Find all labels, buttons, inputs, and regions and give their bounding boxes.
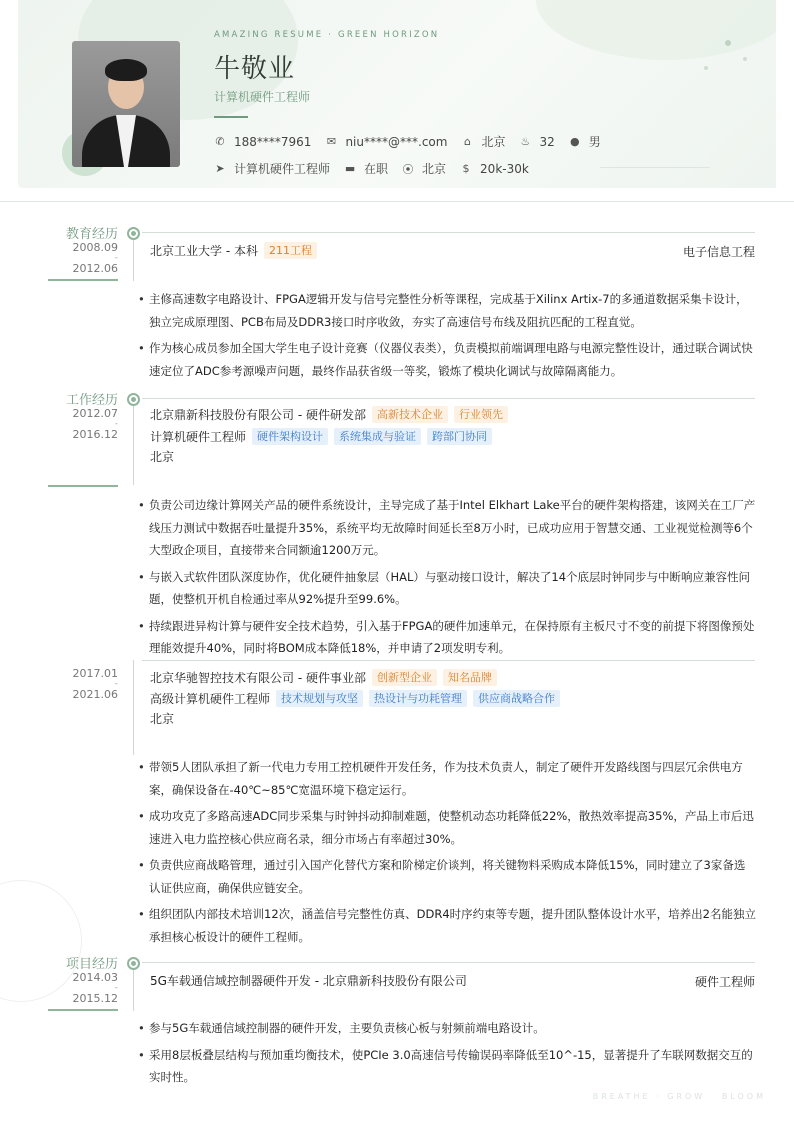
list-item: • 与嵌入式软件团队深度协作，优化硬件抽象层（HAL）与驱动接口设计，解决了14个底层时钟同步与中断响应兼容性问题，使整机开机自检通过率从92%提升至99.6%。	[138, 566, 756, 611]
decor-line	[600, 167, 710, 168]
project-name: 5G车载通信域控制器硬件开发 - 北京鼎新科技股份有限公司	[150, 974, 467, 988]
education-bullets	[138, 288, 756, 386]
list-item: • 负责公司边缘计算网关产品的硬件系统设计，主导完成了基于Intel Elkhart Lake平台的硬件架构搭建，该网关在工厂产线压力测试中数据吞吐量提升35%，系统平均无故障时间延长至8万小时，已成功应用于智慧交通、工业视觉检测等6个大型政企项目，直接带来合同额逾1200万元。	[138, 494, 756, 562]
location-item: ⦿ 北京	[402, 162, 447, 176]
company-tag: 行业领先	[454, 406, 508, 423]
email-item: ✉ niu****@***.com	[326, 134, 448, 149]
decor-dot	[743, 57, 747, 61]
timeline-dot	[127, 393, 140, 406]
job-bullets	[138, 494, 756, 664]
work-section-title: 工作经历	[65, 393, 118, 408]
timeline-dot	[127, 957, 140, 970]
money-icon: $	[462, 162, 470, 175]
list-item: • 带领5人团队承担了新一代电力专用工控机硬件开发任务，作为技术负责人，制定了硬件开发路线图与四层冗余供电方案，确保设备在-40℃~85℃宽温环境下稳定运行。	[138, 756, 756, 801]
contact-info-row	[214, 133, 615, 150]
timeline-line	[133, 405, 134, 485]
profile-photo	[72, 41, 180, 167]
target-position-item: ➤ 计算机硬件工程师	[215, 162, 331, 176]
list-item: • 成功攻克了多路高速ADC同步采集与时钟抖动抑制难题，使整机动态功耗降低22%，散热效率提高35%，产品上市后迅速进入电力监控核心供应商名录，细分市场占有率超过30%。	[138, 805, 756, 850]
project-entry	[150, 972, 467, 989]
hometown-item: ⌂ 北京	[461, 133, 505, 150]
briefcase-icon: ▬	[344, 162, 356, 175]
project-bullets	[138, 1017, 756, 1093]
list-item: • 作为核心成员参加全国大学生电子设计竞赛（仪器仪表类），负责模拟前端调理电路与电源完整性设计，通过联合调试快速定位了ADC参考源噪声问题，最终作品获省级一等奖，锻炼了模块化调试与故障隔离能力。	[138, 337, 756, 382]
education-start: 2008.09	[72, 241, 118, 254]
list-item: • 组织团队内部技术培训12次，涵盖信号完整性仿真、DDR4时序约束等专题，提升团队整体设计水平，培养出2名能独立承担核心板设计的硬件工程师。	[138, 903, 756, 948]
skill-tag: 技术规划与攻坚	[276, 690, 363, 707]
footer-motto: BREATHE · GROW · BLOOM	[592, 1092, 766, 1101]
home-icon: ⌂	[463, 135, 471, 148]
education-underline	[48, 279, 118, 281]
location-icon: ⦿	[402, 162, 414, 176]
job-company-row: 北京华驰智控技术有限公司 - 硬件事业部 创新型企业 知名品牌	[150, 669, 497, 686]
education-entry	[150, 242, 317, 259]
project-underline	[48, 1009, 118, 1011]
decor-dot	[704, 66, 708, 70]
section-rule	[142, 962, 755, 963]
section-rule	[142, 660, 755, 661]
skill-tag: 热设计与功耗管理	[369, 690, 467, 707]
cake-icon: ♨	[520, 135, 531, 148]
work-left: 工作经历 2012.07 - 2016.12	[48, 389, 118, 440]
resume-tagline: AMAZING RESUME · GREEN HORIZON	[214, 30, 440, 40]
timeline-line	[133, 969, 134, 1011]
salary-item: $ 20k-30k	[460, 162, 529, 176]
job-position-row: 高级计算机硬件工程师 技术规划与攻坚 热设计与功耗管理 供应商战略合作	[150, 690, 560, 707]
gender-icon: ●	[569, 135, 580, 148]
skill-tag: 跨部门协同	[427, 428, 492, 445]
list-item: • 参与5G车载通信域控制器的硬件开发，主要负责核心板与射频前端电路设计。	[138, 1017, 756, 1040]
age-item: ♨ 32	[520, 134, 555, 149]
candidate-name: 牛敬业	[214, 54, 296, 84]
phone-item: ✆ 188****7961	[215, 134, 312, 149]
company-tag: 高新技术企业	[372, 406, 448, 423]
timeline-dot	[127, 227, 140, 240]
timeline-line	[133, 660, 134, 755]
education-end: 2012.06	[72, 262, 118, 275]
decor-blob	[536, 0, 776, 60]
company-tag: 知名品牌	[443, 669, 497, 686]
job-location: 北京	[150, 450, 175, 464]
work-underline	[48, 485, 118, 487]
title-accent-bar	[214, 116, 248, 118]
project-section-title: 项目经历	[65, 957, 118, 972]
work2-left: 2017.01 - 2021.06	[72, 667, 118, 701]
status-item: ▬ 在职	[344, 162, 389, 176]
list-item: • 负责供应商战略管理，通过引入国产化替代方案和阶梯定价谈判，将关键物料采购成本降低15%，同时建立了3家备选认证供应商，确保供应链安全。	[138, 854, 756, 899]
major: 电子信息工程	[682, 245, 755, 259]
list-item: • 主修高速数字电路设计、FPGA逻辑开发与信号完整性分析等课程，完成基于Xilinx Artix-7的多通道数据采集卡设计，独立完成原理图、PCB布局及DDR3接口时序收敛，夯实了高速信号布线及阻抗匹配的工程直觉。	[138, 288, 756, 333]
school-tag: 211工程	[264, 242, 317, 259]
job-info-row	[214, 160, 543, 177]
section-rule	[142, 232, 755, 233]
skill-tag: 硬件架构设计	[252, 428, 328, 445]
send-icon: ➤	[215, 162, 225, 175]
school-name: 北京工业大学 - 本科	[150, 244, 258, 258]
job-position-row: 计算机硬件工程师 硬件架构设计 系统集成与验证 跨部门协同	[150, 428, 492, 445]
header-divider	[0, 201, 794, 202]
decor-dot	[725, 40, 731, 46]
section-rule	[142, 398, 755, 399]
job-bullets	[138, 756, 756, 952]
mail-icon: ✉	[326, 135, 337, 148]
project-role: 硬件工程师	[694, 975, 755, 989]
candidate-title: 计算机硬件工程师	[214, 90, 311, 104]
list-item: • 持续跟进异构计算与硬件安全技术趋势，引入基于FPGA的硬件加速单元，在保持原有主板尺寸不变的前提下将图像预处理能效提升40%，同时将BOM成本降低18%，并申请了2项发明专利。	[138, 615, 756, 660]
skill-tag: 供应商战略合作	[473, 690, 560, 707]
phone-icon: ✆	[215, 135, 225, 148]
project-left: 项目经历 2014.03 - 2015.12	[48, 953, 118, 1004]
job-location: 北京	[150, 712, 175, 726]
timeline-line	[133, 239, 134, 281]
education-section-title: 教育经历	[65, 227, 118, 242]
job-company-row: 北京鼎新科技股份有限公司 - 硬件研发部 高新技术企业 行业领先	[150, 406, 508, 423]
gender-item: ● 男	[569, 135, 601, 149]
skill-tag: 系统集成与验证	[334, 428, 421, 445]
company-tag: 创新型企业	[372, 669, 437, 686]
education-left: 教育经历 2008.09 - 2012.06	[48, 223, 118, 274]
list-item: • 采用8层板叠层结构与预加重均衡技术，使PCIe 3.0高速信号传输误码率降低至10^-15，显著提升了车联网数据交互的实时性。	[138, 1044, 756, 1089]
